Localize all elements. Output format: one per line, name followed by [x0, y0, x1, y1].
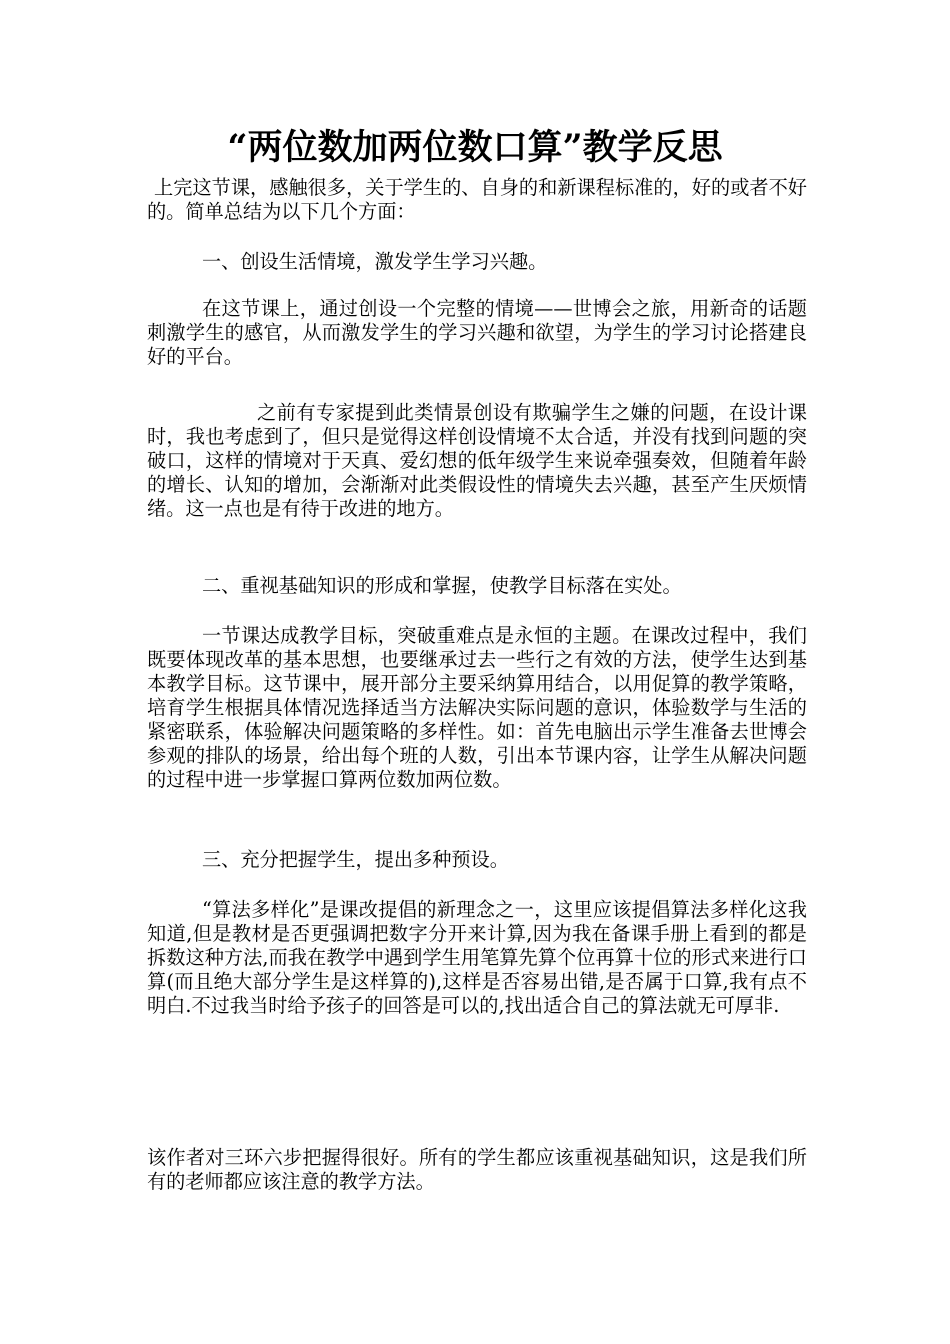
page-title: “两位数加两位数口算”教学反思	[227, 127, 723, 168]
intro-paragraph: 上完这节课，感触很多，关于学生的、自身的和新课程标准的，好的或者不好的。简单总结为以下几个方面：	[147, 176, 807, 223]
section-heading-2: 二、重视基础知识的形成和掌握，使教学目标落在实处。	[202, 574, 682, 597]
comment-paragraph: 该作者对三环六步把握得很好。所有的学生都应该重视基础知识，这是我们所有的老师都应该注意的教学方法。	[147, 1146, 807, 1193]
section-heading-1: 一、创设生活情境，激发学生学习兴趣。	[202, 250, 548, 273]
body-paragraph: 之前有专家提到此类情景创设有欺骗学生之嫌的问题，在设计课时，我也考虑到了，但只是觉得这样创设情境不太合适，并没有找到问题的突破口，这样的情境对于天真、爱幻想的低年级学生来说牵强奏效，但随着年龄的增长、认知的增加，会渐渐对此类假设性的情境失去兴趣，甚至产生厌烦情绪。这一点也是有待于改进的地方。	[147, 401, 807, 520]
body-paragraph: 在这节课上，通过创设一个完整的情境——世博会之旅，用新奇的话题刺激学生的感官，从而激发学生的学习兴趣和欲望，为学生的学习讨论搭建良好的平台。	[147, 297, 807, 368]
section-heading-3: 三、充分把握学生，提出多种预设。	[202, 848, 509, 871]
body-paragraph: 一节课达成教学目标，突破重难点是永恒的主题。在课改过程中，我们既要体现改革的基本思想，也要继承过去一些行之有效的方法，使学生达到基本教学目标。这节课中，展开部分主要采纳算用结合，以用促算的教学策略，培育学生根据具体情况选择适当方法解决实际问题的意识，体验数学与生活的紧密联系，体验解决问题策略的多样性。如：首先电脑出示学生准备去世博会参观的排队的场景，给出每个班的人数，引出本节课内容，让学生从解决问题的过程中进一步掌握口算两位数加两位数。	[147, 624, 807, 791]
body-paragraph: “算法多样化”是课改提倡的新理念之一，这里应该提倡算法多样化这我知道,但是教材是否更强调把数字分开来计算,因为我在备课手册上看到的都是拆数这种方法,而我在教学中遇到学生用笔算先算个位再算十位的形式来进行口算(而且绝大部分学生是这样算的),这样是否容易出错,是否属于口算,我有点不明白.不过我当时给予孩子的回答是可以的,找出适合自己的算法就无可厚非.	[147, 898, 807, 1017]
